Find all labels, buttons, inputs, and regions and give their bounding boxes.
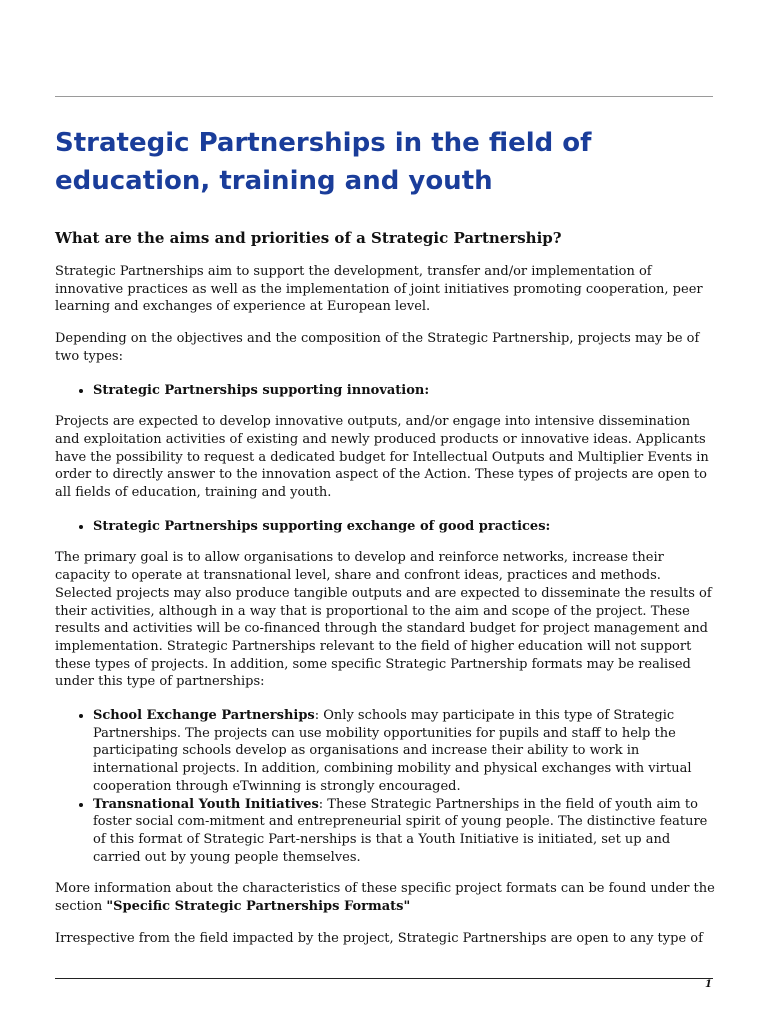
list-item — [93, 707, 717, 796]
header-divider — [55, 96, 713, 97]
document-body — [55, 124, 717, 948]
list-item — [93, 382, 717, 400]
paragraph-aims: Strategic Partnerships aim to support the development, transfer and/or implementation of innovative practices as well as the implementation of joint initiatives promoting cooperation, peer learning and exchanges of experience at European level. — [55, 264, 703, 315]
page-number: 1 — [705, 979, 712, 990]
footer-divider — [55, 978, 713, 979]
format-term: Transnational Youth Initiatives — [93, 796, 319, 812]
more-info-section-link: "Specific Strategic Partnerships Formats" — [106, 899, 411, 915]
section-heading: What are the aims and priorities of a Strategic Partnership? — [55, 229, 562, 247]
format-term: School Exchange Partnerships — [93, 708, 315, 724]
bullet-list-exchange — [55, 518, 717, 536]
bullet-list-innovation — [55, 382, 717, 400]
paragraph-exchange: The primary goal is to allow organisations to develop and reinforce networks, increase their capacity to operate at transnational level, share and confront ideas, practices and methods. Selected projects may also produce tangible outputs and are expected to disseminate the results of their activities, although in a way that is proportional to the aim and scope of the project. These results and activities will be co-financed through the standard budget for project management and implementation. Strategic Partnerships relevant to the field of higher education will not support these types of projects. In addition, some specific Strategic Partnership formats may be realised under this type of partnerships: — [55, 550, 712, 690]
format-text: : These Strategic Partnerships in the field of youth aim to foster social com-mitment and entrepreneurial spirit of young people. The distinctive feature of this format of Strategic Part-nerships is that a Youth Initiative is initiated, set up and carried out by young people themselves. — [93, 796, 708, 865]
bullet-exchange-label: Strategic Partnerships supporting exchange of good practices: — [93, 518, 551, 534]
page-title: Strategic Partnerships in the field of education, training and youth — [55, 128, 592, 196]
list-item — [93, 518, 717, 536]
bullet-innovation-label: Strategic Partnerships supporting innovation: — [93, 382, 430, 398]
paragraph-types: Depending on the objectives and the composition of the Strategic Partnership, projects may be of two types: — [55, 331, 700, 364]
format-text: : Only schools may participate in this type of Strategic Partnerships. The projects can use mobility opportunities for pupils and staff to help the participating schools develop as organisations and increase their ability to work in international projects. In addition, combining mobility and physical exchanges with virtual cooperation through eTwinning is strongly encouraged. — [93, 708, 692, 794]
more-info-text: More information about the characteristics of these specific project formats can be found under the section — [55, 881, 715, 915]
paragraph-innovation: Projects are expected to develop innovative outputs, and/or engage into intensive dissemination and exploitation activities of existing and newly produced products or innovative ideas. Applicants have the possibility to request a dedicated budget for Intellectual Outputs and Multiplier Events in order to directly answer to the innovation aspect of the Action. These types of projects are open to all fields of education, training and youth. — [55, 414, 709, 501]
list-item — [93, 796, 717, 867]
paragraph-irrespective: Irrespective from the field impacted by the project, Strategic Partnerships are open to any type of — [55, 930, 703, 946]
paragraph-more-info — [55, 880, 717, 915]
formats-list — [55, 707, 717, 866]
